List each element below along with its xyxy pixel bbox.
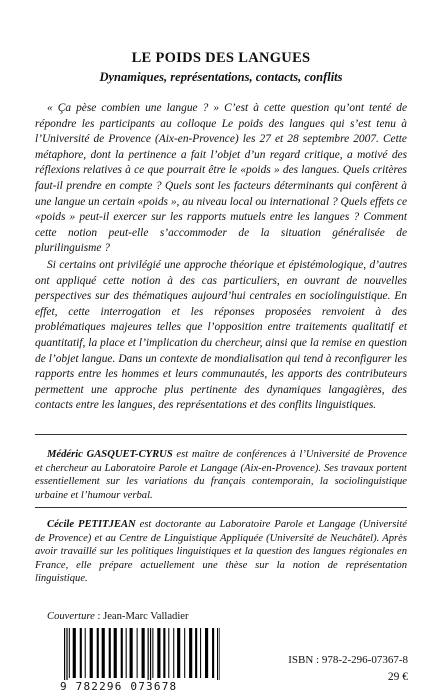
barcode-bar <box>184 628 185 678</box>
barcode-bar <box>126 628 127 678</box>
barcode-bar <box>64 628 65 684</box>
author-bio-1 <box>35 448 407 502</box>
barcode-bar <box>205 628 208 678</box>
barcode-bars <box>60 628 220 686</box>
barcode-bar <box>114 628 117 678</box>
barcode-bar <box>157 628 160 678</box>
barcode-bar <box>69 628 70 678</box>
barcode-bar <box>73 628 76 678</box>
cover-credit <box>47 611 189 622</box>
author-bio-text-2: est doctorante au Laboratoire Parole et Langage (Université de Provence) et au Centre de Linguistique Appliquée (Université de Neuchâtel). Après avoir travaillé sur les politiques linguistiques et la question des langues régionales en France, elle prépare actuellement une thèse sur la notion de représentation linguistique. <box>35 519 407 585</box>
barcode-bar <box>148 628 149 684</box>
barcode-bar <box>80 628 82 678</box>
barcode-bar <box>152 628 153 678</box>
barcode-bar <box>219 628 220 684</box>
barcode-number: 9 782296 073678 <box>60 680 230 693</box>
author-bio-text-1: est maître de conférences à l’Université de Provence et chercheur au Laboratoire Parole et Langage (Aix-en-Provence). Ses travaux portent essentiellement sur les variations du français contemporain, la sociolinguistique urbaine et l’humour verbal. <box>35 449 407 501</box>
summary-paragraph-1: « Ça pèse combien une langue ? » C’est à cette question qu’ont tenté de répondre les participants au colloque Le poids des langues qui s’est tenu à l’Université de Provence (Aix-en-Provence) les 27 et 28 septembre 2007. Cette métaphore, dont la pertinence a fait l’objet d’un regard critique, a motivé des réflexions relatives à ce que pourrait être le «poids » des langues. Quels critères faut-il prendre en compte ? Quels sont les facteurs déterminants qui confèrent à une langue un certain «poids », au niveau local ou international ? Quels effets ce «poids » peut-il exercer sur les rapports mutuels entre les langues ? Comment cette notion peut-elle s’accommoder de la situation généralisée de plurilinguisme ? <box>35 102 407 255</box>
cover-artist: Jean-Marc Valladier <box>103 611 189 622</box>
barcode-bar <box>150 628 151 684</box>
barcode-bar <box>137 628 138 678</box>
barcode-bar <box>200 628 201 678</box>
barcode-bar <box>97 628 99 678</box>
barcode-bar <box>189 628 192 678</box>
barcode-bar <box>85 628 86 678</box>
author-name-1: Médéric GASQUET-CYRUS <box>47 449 173 460</box>
divider <box>35 507 407 508</box>
price: 29 € <box>387 671 408 683</box>
summary-paragraph-2: Si certains ont privilégié une approche théorique et épistémologique, d’autres ont appliqué cette notion à des cas particuliers, en ouvrant de nouvelles perspectives sur des thématiques aujourd’hui centrales en sociolinguistique. En effet, cette interrogation et les réponses proposées renvoient à des problématiques majeures telles que l’opposition entre traitements qualitatif et quantitatif, la place et l’implication du chercheur, ainsi que la remise en question de l’objet langue. Dans un contexte de mondialisation qui tend à reconfigurer les rapports entre les hommes et leurs communautés, les apports des contributeurs permettent une approche plus pertinente des dynamiques langagières, des contacts entre les langues, des représentations et des conflits linguistiques. <box>35 259 407 412</box>
barcode-bar <box>177 628 180 678</box>
ean13-barcode-icon <box>60 628 220 686</box>
barcode-bar <box>212 628 214 678</box>
book-subtitle: Dynamiques, représentations, contacts, conflits <box>99 70 343 84</box>
divider <box>35 434 407 435</box>
barcode-bar <box>90 628 93 678</box>
barcode-bar <box>217 628 218 684</box>
isbn: ISBN : 978-2-296-07367-8 <box>288 654 408 666</box>
barcode-bar <box>173 628 174 678</box>
barcode-bar <box>109 628 111 678</box>
author-bio-2 <box>35 518 407 586</box>
cover-separator: : <box>94 611 104 622</box>
barcode-bar <box>130 628 133 678</box>
barcode-bar <box>121 628 123 678</box>
barcode-bar <box>66 628 67 684</box>
barcode-bar <box>195 628 197 678</box>
cover-label: Couverture <box>47 611 95 622</box>
barcode-bar <box>142 628 145 678</box>
barcode-bar <box>163 628 165 678</box>
barcode-bar <box>102 628 105 678</box>
barcode-bar <box>168 628 169 678</box>
book-title: LE POIDS DES LANGUES <box>131 50 311 66</box>
author-name-2: Cécile PETITJEAN <box>47 519 136 530</box>
